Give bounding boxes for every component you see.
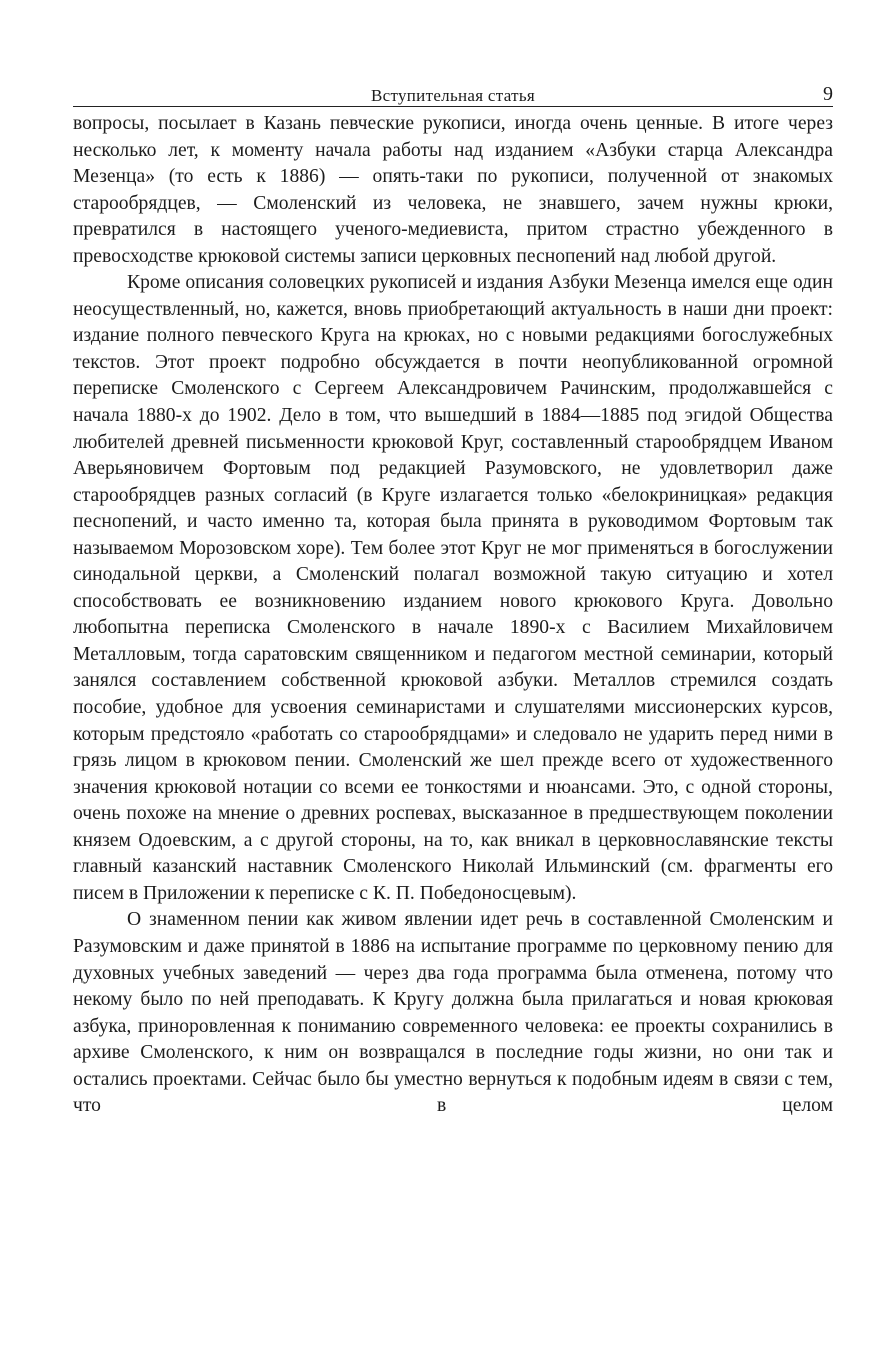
page [73,83,833,1120]
paragraph-solovetsky-manuscripts: Кроме описания соловецких рукописей и издания Азбуки Мезенца имелся еще один неосуществленный, но, кажется, вновь приобретающий актуальность в наши дни проект: издание полного певческого Круга на крюках, но с новыми редакциями богослужебных текстов. Этот проект подробно обсуждается в почти неопубликованной огромной переписке Смоленского с Сергеем Александровичем Рачинским, продолжавшейся с начала 1880-х до 1902. Дело в том, что вышедший в 1884—1885 под эгидой Общества любителей древней письменности крюковой Круг, составленный старообрядцем Иваном Аверьяновичем Фортовым под редакцией Разумовского, не удовлетворил даже старообрядцев разных согласий (в Круге излагается только «белокриницкая» редакция песнопений, и часто именно та, которая была принята в руководимом Фортовым так называемом Морозовском хоре). Тем более этот Круг не мог применяться в богослужении синодальной церкви, а Смоленский полагал возможной такую ситуацию и хотел способствовать ее возникновению изданием нового крюкового Круга. Довольно любопытна переписка Смоленского в начале 1890-х с Василием Михайловичем Металловым, тогда саратовским священником и педагогом местной семинарии, который занялся составлением собственной крюковой азбуки. Металлов стремился создать пособие, удобное для усвоения семинаристами и слушателями миссионерских курсов, которым предстояло «работать со старообрядцами» и следовало не ударить перед ними в грязь лицом в крюковом пении. Смоленский же шел прежде всего от художественного значения крюковой нотации со всеми ее тонкостями и нюансами. Это, с одной стороны, очень похоже на мнение о древних роспевах, высказанное в предшествующем поколении князем Одоевским, а с другой стороны, на то, как вникал в церковнославянские тексты главный казанский наставник Смоленского Николай Ильминский (см. фрагменты его писем в Приложении к переписке с К. П. Победоносцевым). [73,272,833,904]
running-head [73,83,833,107]
paragraph-znamenny-chant: О знаменном пении как живом явлении идет речь в составленной Смоленским и Разумовским и даже принятой в 1886 на испытание программе по церковному пению для духовных учебных заведений — через два года программа была отменена, потому что некому было по ней преподавать. К Кругу должна была прилагаться и новая крюковая азбука, приноровленная к пониманию современного человека: ее проекты сохранились в архиве Смоленского, к ним он возвращался в последние годы жизни, но они так и остались проектами. Сейчас было бы уместно вернуться к подобным идеям в связи с тем, что в целом [73,909,833,1117]
body-text [73,111,833,1120]
running-title: Вступительная статья [371,86,535,105]
page-number: 9 [823,83,833,105]
paragraph-continuation: вопросы, посылает в Казань певческие рукописи, иногда очень ценные. В итоге через несколько лет, к моменту начала работы над изданием «Азбуки старца Александра Мезенца» (то есть к 1886) — опять-таки по рукописи, полученной от знакомых старообрядцев, — Смоленский из человека, не знавшего, зачем нужны крюки, превратился в настоящего ученого-медиевиста, притом страстно убежденного в превосходстве крюковой системы записи церковных песнопений над любой другой. [73,113,833,267]
